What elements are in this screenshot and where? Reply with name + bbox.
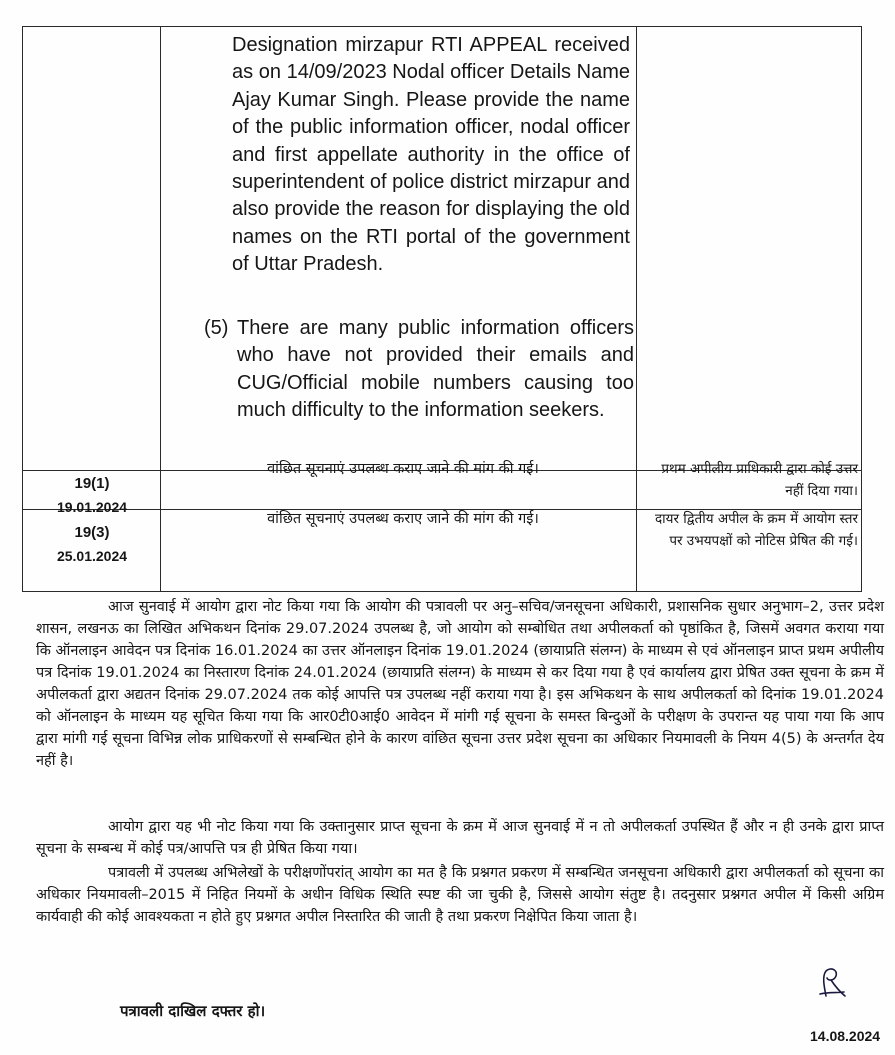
paragraph-2: आयोग द्वारा यह भी नोट किया गया कि उक्तानुसार प्राप्त सूचना के क्रम में आज सुनवाई में न तो अपीलकर्ता उपस्थित हैं और न ही उनके द्वारा प्राप्त सूचना के सम्बन्ध में कोई पत्र/आपत्ति पत्र ही प्रेषित किया गया। (36, 819, 884, 857)
row-number: 19(1) (74, 475, 110, 492)
table-row-id (24, 521, 160, 567)
row-remark: दायर द्वितीय अपील के क्रम में आयोग स्तर पर उभयपक्षों को नोटिस प्रेषित की गई। (654, 511, 858, 549)
row-number: 19(3) (74, 524, 110, 541)
signature-icon (812, 966, 852, 1000)
table-column-divider (636, 26, 637, 592)
table-row-id (24, 472, 160, 518)
row-request: वांछित सूचनाएं उपलब्ध कराए जाने की मांग की गई। (267, 511, 539, 527)
row-remark: प्रथम अपीलीय प्राधिकारी द्वारा कोई उत्तर नहीं दिया गया। (661, 461, 858, 499)
paragraph-1: आज सुनवाई में आयोग द्वारा नोट किया गया कि आयोग की पत्रावली पर अनु–सचिव/जनसूचना अधिकारी, प्रशासनिक सुधार अनुभाग–2, उत्तर प्रदेश शासन, लखनऊ का लिखित अभिकथन दिनांक 29.07.2024 उपलब्ध है, जो आयोग को सम्बोधित तथा अपीलकर्ता को पृष्ठांकित है, जिसमें अवगत कराया गया कि ऑनलाइन आवेदन पत्र दिनांक 16.01.2024 का उत्तर ऑनलाइन दिनांक 19.01.2024 (छायाप्रति संलग्न) के माध्यम से एवं ऑनलाइन प्राप्त प्रथम अपीलीय पत्र दिनांक 19.01.2024 का निस्तारण दिनांक 24.01.2024 (छायाप्रति संलग्न) के माध्यम से कर दिया गया है एवं कार्यालय द्वारा प्रेषित उक्त सूचना के क्रम में अपीलकर्ता द्वारा अद्यतन दिनांक 29.07.2024 तक कोई आपत्ति पत्र उपलब्ध नहीं कराया गया है। इस अभिकथन के साथ अपीलकर्ता को दिनांक 19.01.2024 को ऑनलाइन के माध्यम यह सूचित किया गया कि आर0टी0आई0 आवेदन में मांगी गई सूचना के समस्त बिन्दुओं के परीक्षण के उपरान्त यह पाया गया कि आप द्वारा मांगी गई सूचना विभिन्न लोक प्राधिकरणों से सम्बन्धित होने के कारण वांछित सूचना उत्तर प्रदेश सूचना का अधिकार नियमावली के नियम 4(5) के अन्तर्गत देय नहीं है। (36, 599, 885, 769)
body-paragraph (36, 816, 884, 860)
english-paragraph: Designation mirzapur RTI APPEAL received as on 14/09/2023 Nodal officer Details Name Ajay Kumar Singh. Please provide the name of the public information officer, nodal officer and first appellate authority in the office of superintendent of police district mirzapur and also provide the reason for displaying the old names on the RTI portal of the government of Uttar Pradesh. (232, 34, 630, 276)
row-request: वांछित सूचनाएं उपलब्ध कराए जाने की मांग की गई। (267, 461, 539, 477)
item-number: (5) (204, 317, 229, 339)
table-column-divider (160, 26, 161, 592)
body-paragraph (36, 862, 884, 928)
closing-line: पत्रावली दाखिल दफ्तर हो। (120, 1002, 266, 1020)
row-date: 25.01.2024 (56, 548, 128, 564)
item-text: There are many public information officers who have not provided their emails and CUG/Official mobile numbers causing too much difficulty to the information seekers. (237, 317, 634, 422)
paragraph-3: पत्रावली में उपलब्ध अभिलेखों के परीक्षणोंपरांत् आयोग का मत है कि प्रश्नगत प्रकरण में सम्बन्धित जनसूचना अधिकारी द्वारा अपीलकर्ता को सूचना का अधिकार नियमावली–2015 में निहित नियमों के अधीन विधिक स्थिति स्पष्ट की जा चुकी है, जिससे आयोग संतुष्ट है। तदनुसार प्रश्नगत अपील में किसी अग्रिम कार्यवाही की कोई आवश्यकता न होते हुए प्रश्नगत अपील निस्तारित की जाती है तथा प्रकरण निक्षेपित किया जाता है। (36, 865, 884, 925)
body-paragraph (36, 596, 884, 772)
row-date: 19.01.2024 (56, 499, 128, 515)
numbered-item (204, 315, 634, 425)
signature-date: 14.08.2024 (810, 1028, 881, 1044)
